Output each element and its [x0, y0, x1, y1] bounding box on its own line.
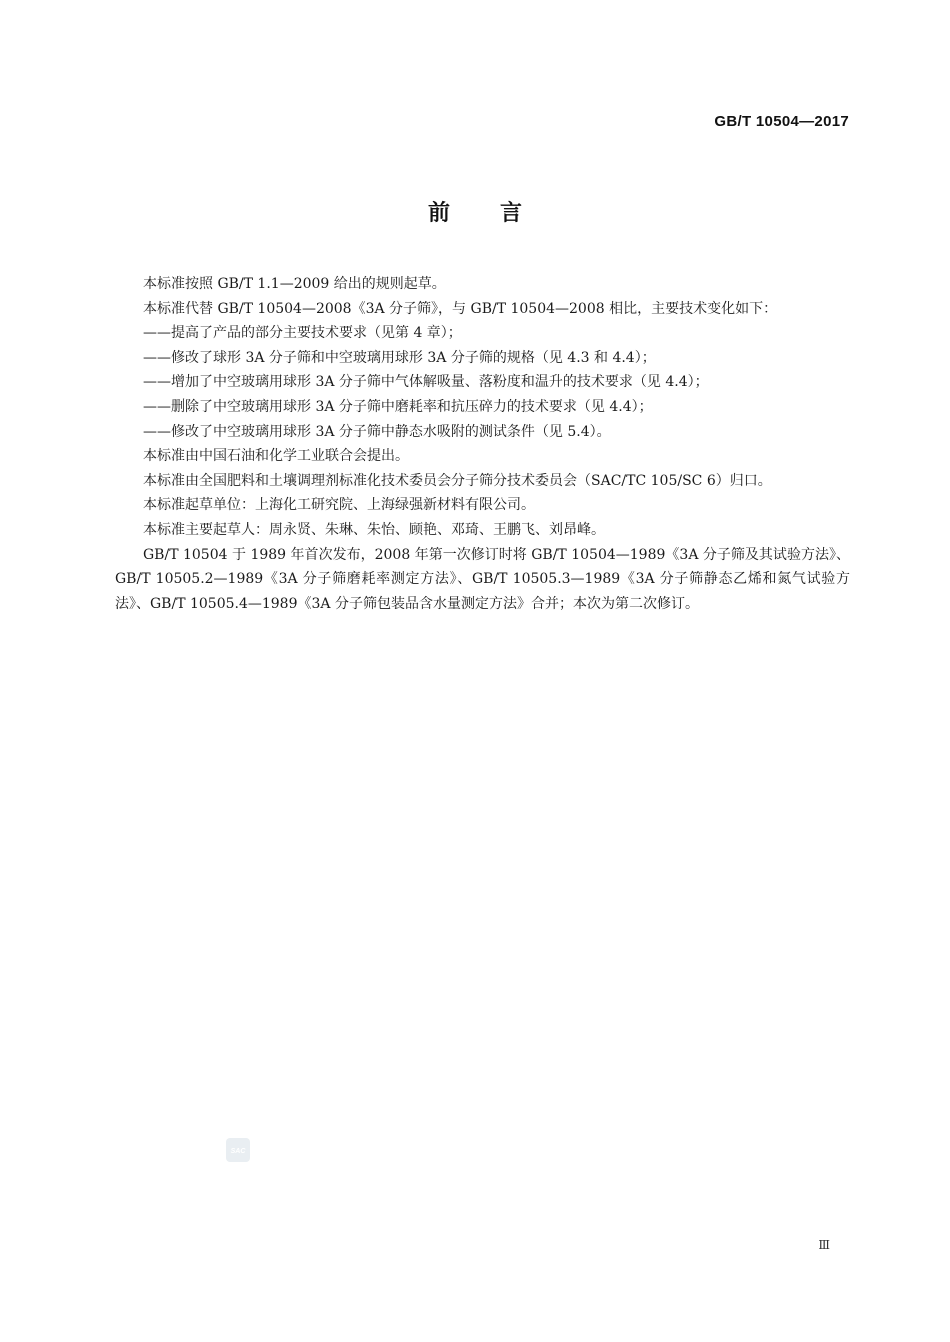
- page-number: Ⅲ: [818, 1238, 830, 1252]
- change-item: ——增加了中空玻璃用球形 3A 分子筛中气体解吸量、落粉度和温升的技术要求（见 4.4）；: [143, 374, 709, 391]
- paragraph-drafting-units: 本标准起草单位：上海化工研究院、上海绿强新材料有限公司。: [143, 497, 535, 514]
- paragraph-drafting-rule: 本标准按照 GB/T 1.1—2009 给出的规则起草。: [143, 276, 446, 292]
- paragraph-history: GB/T 10504 于 1989 年首次发布，2008 年第一次修订时将 GB/T 10504—1989《3A 分子筛及其试验方法》、GB/T 10505.2—1989《3A 分子筛磨耗率测定方法》、GB/T 10505.3—1989《3A 分子筛静态乙烯和氮气试验方法》、GB/T 10505.4—1989《3A 分子筛包装品含水量测定方法》合并；本次为第二次修订。: [115, 546, 850, 612]
- sac-logo-icon: [226, 1138, 250, 1162]
- change-item: ——删除了中空玻璃用球形 3A 分子筛中磨耗率和抗压碎力的技术要求（见 4.4）；: [143, 398, 653, 415]
- page-title: 前言: [427, 201, 572, 226]
- change-item: ——修改了球形 3A 分子筛和中空玻璃用球形 3A 分子筛的规格（见 4.3 和 4.4）；: [143, 349, 656, 366]
- standard-code: GB/T 10504—2017: [714, 113, 849, 130]
- svg-text:SAC: SAC: [230, 1148, 246, 1155]
- paragraph-replacement: 本标准代替 GB/T 10504—2008《3A 分子筛》，与 GB/T 10504—2008 相比，主要技术变化如下：: [143, 300, 778, 317]
- paragraph-proposer: 本标准由中国石油和化学工业联合会提出。: [143, 448, 409, 465]
- change-item: ——提高了产品的部分主要技术要求（见第 4 章）；: [143, 325, 462, 342]
- change-item: ——修改了中空玻璃用球形 3A 分子筛中静态水吸附的测试条件（见 5.4）。: [143, 423, 611, 440]
- paragraph-committee: 本标准由全国肥料和土壤调理剂标准化技术委员会分子筛分技术委员会（SAC/TC 105/SC 6）归口。: [143, 472, 772, 489]
- preface-body: [115, 272, 850, 616]
- paragraph-drafters: 本标准主要起草人：周永贤、朱琳、朱怡、顾艳、邓琦、王鹏飞、刘昂峰。: [143, 521, 605, 538]
